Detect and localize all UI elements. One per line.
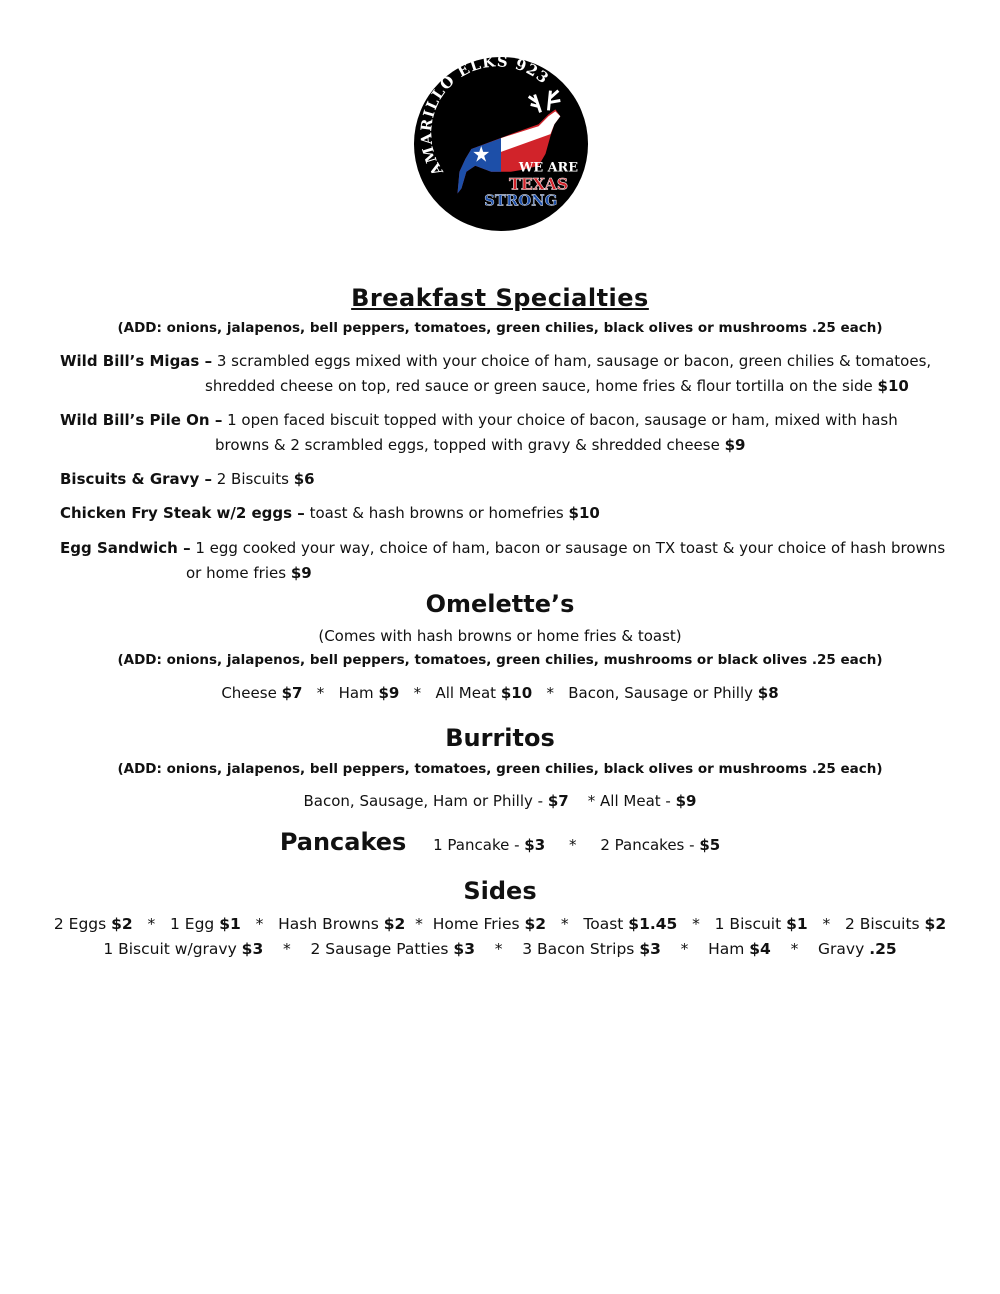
separator: * (413, 684, 422, 702)
menu-item-egg-sandwich (60, 539, 945, 557)
side-label: 1 Biscuit (714, 915, 787, 933)
separator: * (255, 915, 264, 933)
option-label: 1 Pancake - (433, 836, 525, 854)
pancakes-title: Pancakes (279, 828, 407, 856)
item-name: Wild Bill’s Pile On – (60, 411, 223, 429)
breakfast-title: Breakfast Specialties (351, 284, 649, 312)
item-desc: 3 scrambled eggs mixed with your choice of ham, sausage or bacon, green chilies & tomatoes, (212, 352, 932, 370)
separator: * (692, 915, 700, 933)
side-label: Hash Browns (278, 915, 384, 933)
sides-row-2 (0, 940, 1000, 958)
item-desc: 1 egg cooked your way, choice of ham, bacon or sausage on TX toast & your choice of hash browns (190, 539, 946, 557)
side-label: Ham (708, 940, 750, 958)
side-label: 2 Sausage Patties (310, 940, 454, 958)
side-price: $2 (924, 915, 947, 933)
item-price: $6 (293, 470, 315, 488)
option-price: $9 (378, 684, 400, 702)
item-price: $10 (877, 377, 909, 395)
side-label: 2 Biscuits (845, 915, 925, 933)
side-label: 1 Egg (170, 915, 220, 933)
option-price: $10 (500, 684, 533, 702)
side-label: 3 Bacon Strips (522, 940, 640, 958)
item-name: Wild Bill’s Migas – (60, 352, 213, 370)
separator: * (587, 792, 596, 810)
item-desc: or home fries (186, 564, 291, 582)
separator: * (680, 940, 689, 958)
menu-item-migas-cont (205, 377, 909, 395)
item-name: Egg Sandwich – (60, 539, 191, 557)
option-price: $3 (524, 836, 546, 854)
burritos-options (0, 792, 1000, 810)
option-price: $7 (281, 684, 303, 702)
option-label: Bacon, Sausage or Philly (568, 684, 758, 702)
side-price: $2 (524, 915, 547, 933)
menu-item-migas (60, 352, 931, 370)
omelettes-options (0, 684, 1000, 702)
logo-line1: WE ARE (518, 160, 579, 176)
option-label: 2 Pancakes - (600, 836, 700, 854)
side-price: $4 (749, 940, 771, 958)
item-desc: 2 Biscuits (211, 470, 294, 488)
menu-item-egg-sandwich-cont (186, 564, 312, 582)
option-label: All Meat (435, 684, 501, 702)
option-label: Bacon, Sausage, Ham or Philly - (303, 792, 548, 810)
amarillo-elks-logo (412, 55, 590, 233)
side-price: $2 (111, 915, 133, 933)
side-price: $2 (383, 915, 406, 933)
item-price: $9 (290, 564, 312, 582)
item-desc: shredded cheese on top, red sauce or green sauce, home fries & flour tortilla on the side (205, 377, 878, 395)
side-label: Home Fries (432, 915, 525, 933)
side-price: $3 (453, 940, 475, 958)
burritos-title: Burritos (445, 724, 555, 752)
breakfast-add-note: (ADD: onions, jalapenos, bell peppers, tomatoes, green chilies, black olives or mushrooms .25 each) (117, 320, 883, 336)
separator: * (546, 684, 554, 702)
side-price: $3 (639, 940, 661, 958)
option-price: $9 (675, 792, 697, 810)
side-price: .25 (869, 940, 897, 958)
item-desc: browns & 2 scrambled eggs, topped with gravy & shredded cheese (215, 436, 725, 454)
item-desc: 1 open faced biscuit topped with your choice of bacon, sausage or ham, mixed with hash (222, 411, 898, 429)
menu-item-biscuits-gravy (60, 470, 315, 488)
omelettes-title: Omelette’s (425, 590, 575, 618)
logo-line2: TEXAS (508, 174, 569, 194)
item-price: $9 (724, 436, 746, 454)
item-name: Biscuits & Gravy – (60, 470, 212, 488)
option-price: $7 (547, 792, 569, 810)
menu-item-pile-on (60, 411, 898, 429)
side-price: $3 (241, 940, 264, 958)
side-price: $1 (786, 915, 808, 933)
separator: * (147, 915, 156, 933)
logo-line3: STRONG (484, 192, 558, 210)
sides-row-1 (0, 915, 1000, 933)
separator: * (822, 915, 831, 933)
separator: * (316, 684, 325, 702)
side-label: Toast (583, 915, 629, 933)
omelettes-add-note: (ADD: onions, jalapenos, bell peppers, tomatoes, green chilies, mushrooms or black olives .25 each) (117, 652, 883, 668)
option-price: $5 (699, 836, 721, 854)
option-label: Cheese (221, 684, 282, 702)
separator: * (494, 940, 503, 958)
option-label: All Meat - (600, 792, 676, 810)
side-label: 2 Eggs (53, 915, 112, 933)
item-name: Chicken Fry Steak w/2 eggs – (60, 504, 305, 522)
separator: * (569, 836, 577, 854)
separator: * (282, 940, 291, 958)
separator: * (415, 915, 423, 933)
separator: * (790, 940, 799, 958)
side-label: 1 Biscuit w/gravy (103, 940, 242, 958)
logo-arc-text: AMARILLO ELKS 923 (418, 55, 553, 179)
burritos-add-note: (ADD: onions, jalapenos, bell peppers, tomatoes, green chilies, black olives or mushrooms .25 each) (117, 761, 883, 777)
side-price: $1.45 (628, 915, 678, 933)
item-desc: toast & hash browns or homefries (304, 504, 569, 522)
side-label: Gravy (818, 940, 870, 958)
menu-item-pile-on-cont (215, 436, 745, 454)
item-price: $10 (568, 504, 600, 522)
sides-title: Sides (463, 877, 537, 905)
pancakes-row (0, 828, 1000, 856)
omelettes-sub: (Comes with hash browns or home fries & toast) (318, 627, 682, 645)
side-price: $1 (219, 915, 241, 933)
option-label: Ham (338, 684, 379, 702)
option-price: $8 (757, 684, 779, 702)
menu-item-chicken-fry (60, 504, 600, 522)
separator: * (560, 915, 569, 933)
